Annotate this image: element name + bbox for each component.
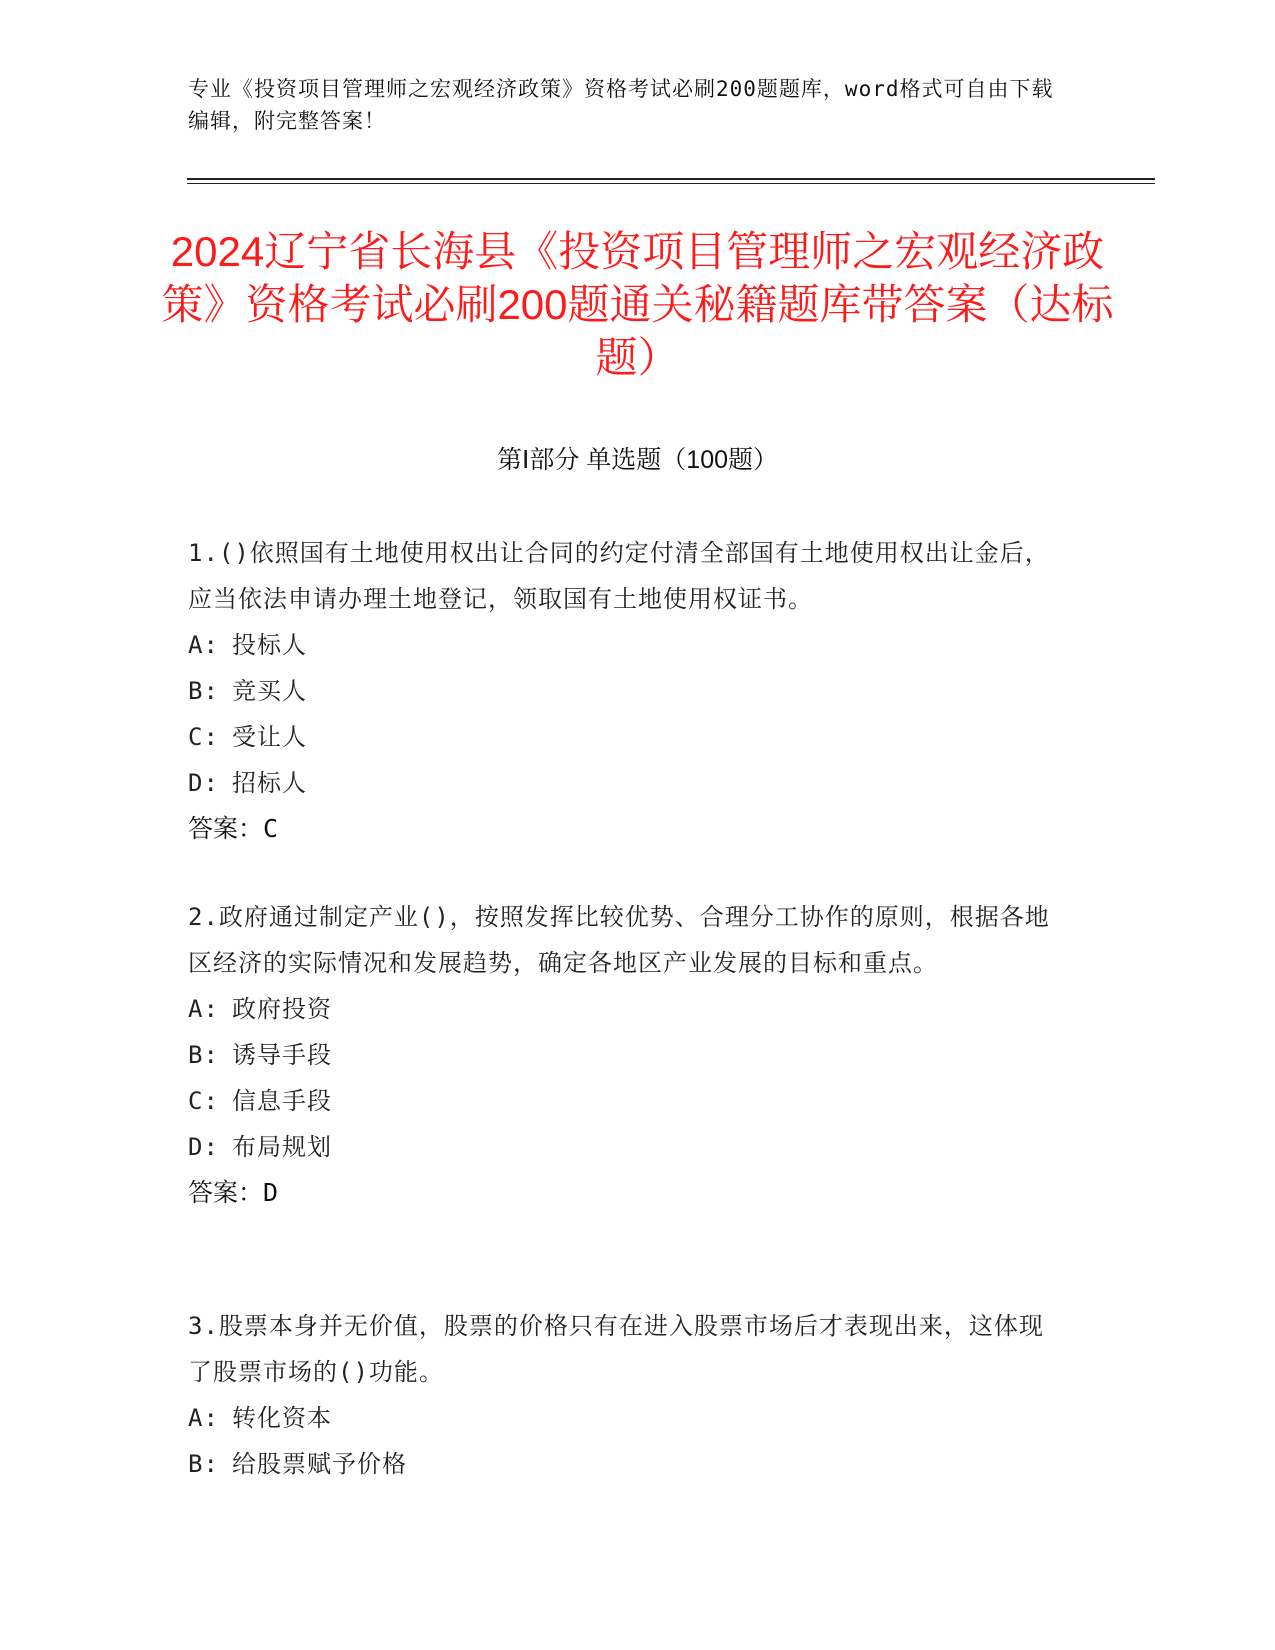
option-text: 竞买人 [232, 677, 307, 705]
header-note: 专业《投资项目管理师之宏观经济政策》资格考试必刷200题题库，word格式可自由下载编辑，附完整答案！ [188, 77, 1054, 133]
question-1 [188, 530, 1068, 852]
option-a [188, 986, 1068, 1032]
answer-label: 答案： [188, 815, 264, 843]
option-letter: D: [188, 769, 219, 797]
answer-value: C [263, 814, 279, 843]
option-b [188, 668, 1068, 714]
option-letter: C: [188, 723, 219, 751]
answer-label: 答案： [188, 1179, 264, 1207]
option-text: 投标人 [232, 631, 307, 659]
option-letter: A: [188, 1404, 219, 1432]
question-stem: 1.()依照国有土地使用权出让合同的约定付清全部国有土地使用权出让金后，应当依法申请办理土地登记，领取国有土地使用权证书。 [188, 539, 1050, 613]
option-d [188, 760, 1068, 806]
header-divider-thin [187, 183, 1155, 184]
option-letter: C: [188, 1087, 219, 1115]
option-text: 给股票赋予价格 [232, 1450, 407, 1478]
option-d [188, 1124, 1068, 1170]
option-letter: B: [188, 1041, 219, 1069]
question-3 [188, 1303, 1068, 1487]
section-heading: 第Ⅰ部分 单选题（100题） [496, 446, 779, 474]
answer-value: D [263, 1178, 279, 1207]
question-stem: 3.股票本身并无价值，股票的价格只有在进入股票市场后才表现出来，这体现了股票市场的()功能。 [188, 1312, 1044, 1386]
option-a [188, 622, 1068, 668]
header-divider-thick [187, 178, 1155, 180]
option-a [188, 1395, 1068, 1441]
option-text: 转化资本 [232, 1404, 332, 1432]
option-b [188, 1441, 1068, 1487]
option-letter: B: [188, 1450, 219, 1478]
question-stem: 2.政府通过制定产业()，按照发挥比较优势、合理分工协作的原则，根据各地区经济的实际情况和发展趋势，确定各地区产业发展的目标和重点。 [188, 903, 1050, 977]
document-title: 2024辽宁省长海县《投资项目管理师之宏观经济政策》资格考试必刷200题通关秘籍题库带答案（达标题） [161, 228, 1114, 381]
option-text: 受让人 [232, 723, 307, 751]
option-c [188, 1078, 1068, 1124]
answer-line [188, 806, 1068, 852]
option-text: 招标人 [232, 769, 307, 797]
option-letter: A: [188, 631, 219, 659]
option-letter: D: [188, 1133, 219, 1161]
option-b [188, 1032, 1068, 1078]
option-letter: A: [188, 995, 219, 1023]
option-text: 诱导手段 [232, 1041, 332, 1069]
option-text: 政府投资 [232, 995, 332, 1023]
option-text: 布局规划 [232, 1133, 332, 1161]
option-letter: B: [188, 677, 219, 705]
answer-line [188, 1170, 1068, 1216]
option-c [188, 714, 1068, 760]
option-text: 信息手段 [232, 1087, 332, 1115]
question-2 [188, 894, 1068, 1216]
